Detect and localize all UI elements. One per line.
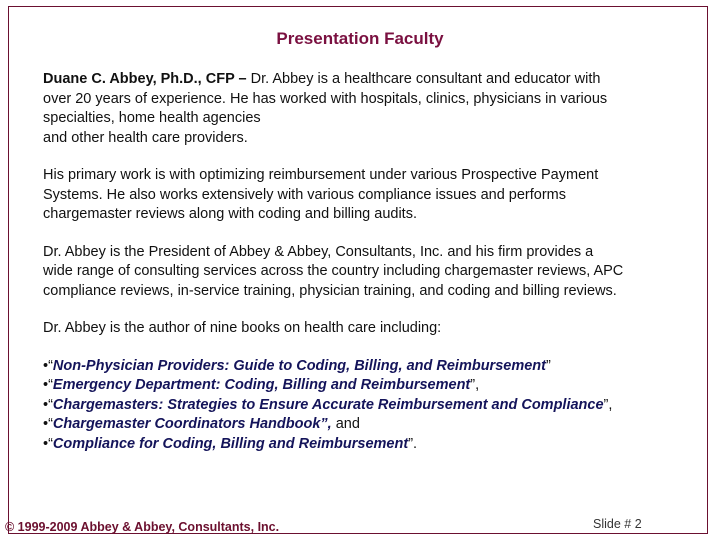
author-name: Duane C. Abbey, Ph.D., CFP – [43, 71, 247, 87]
book-item: •“Emergency Department: Coding, Billing and Reimbursement”, [43, 377, 480, 393]
copyright-footer: © 1999-2009 Abbey & Abbey, Consultants, Inc. [5, 520, 280, 534]
work-paragraph: His primary work is with optimizing reimbursement under various Prospective Payment Systems. He also works extensively with various compliance issues and performs chargemaster reviews along with coding and billing audits. [43, 167, 599, 222]
bio-paragraph: Duane C. Abbey, Ph.D., CFP – Dr. Abbey is a healthcare consultant and educator with over 20 years of experience. He has worked with hospitals, clinics, physicians in various specialties, home health agencies and other health care providers. [43, 71, 608, 146]
book-item: •“Chargemaster Coordinators Handbook”, and [43, 416, 360, 432]
book-list [43, 357, 693, 455]
slide-title: Presentation Faculty [276, 29, 444, 48]
book-item: •“Compliance for Coding, Billing and Reimbursement”. [43, 435, 418, 452]
slide-body [43, 70, 693, 454]
book-item: •“Non-Physician Providers: Guide to Coding, Billing, and Reimbursement” [43, 357, 551, 374]
firm-paragraph: Dr. Abbey is the President of Abbey & Abbey, Consultants, Inc. and his firm provides a wide range of consulting services across the country including chargemaster reviews, APC compliance reviews, in-service training, physician training, and coding and billing reviews. [43, 243, 624, 299]
books-intro: Dr. Abbey is the author of nine books on health care including: [43, 320, 442, 336]
book-item: •“Chargemasters: Strategies to Ensure Accurate Reimbursement and Compliance”, [43, 396, 613, 413]
slide-number: Slide # 2 [593, 517, 642, 531]
